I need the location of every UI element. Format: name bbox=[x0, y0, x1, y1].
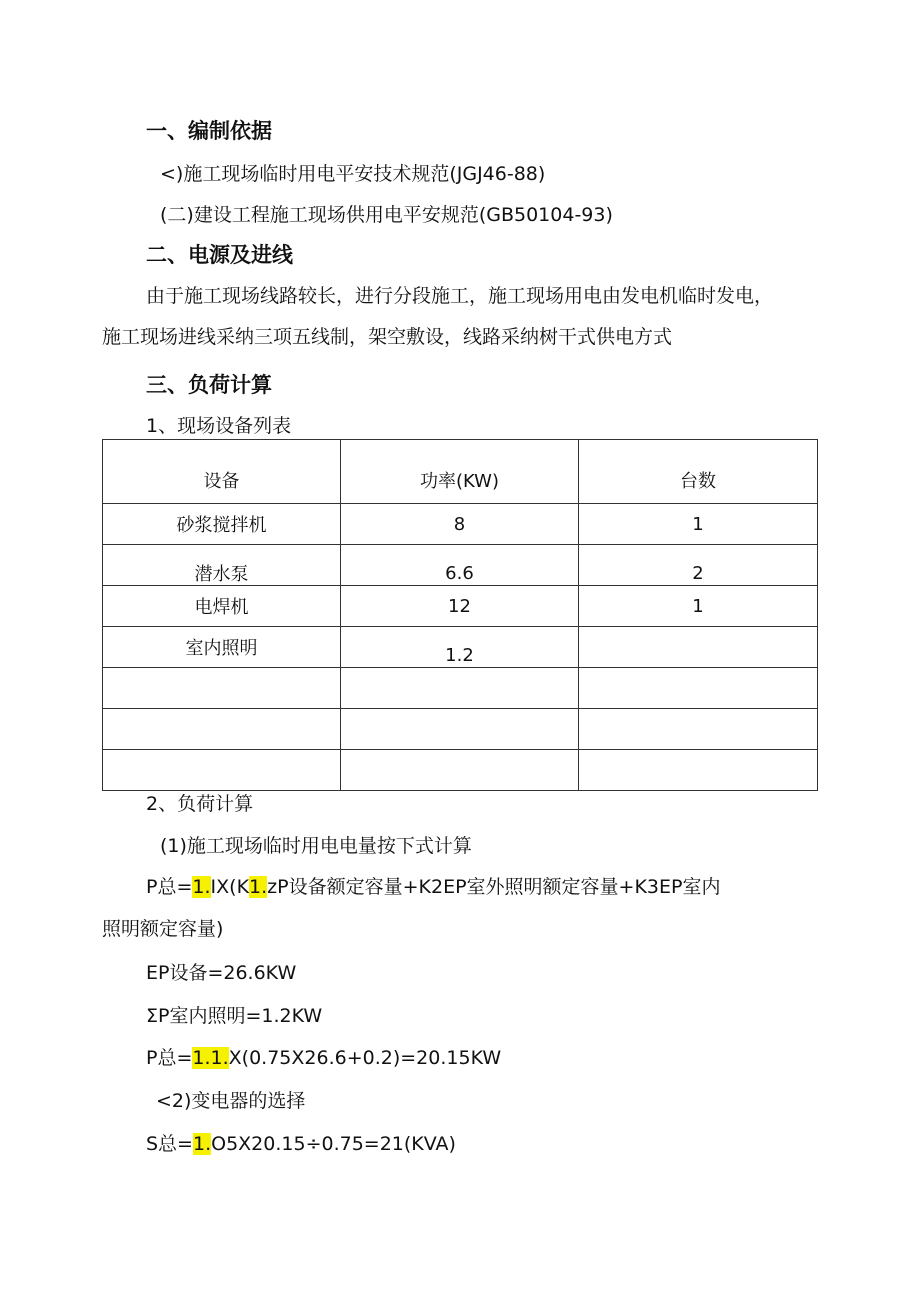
table-header-row bbox=[103, 440, 818, 504]
table-row bbox=[103, 668, 818, 709]
calc-intro: (1)施工现场临时用电电量按下式计算 bbox=[160, 835, 472, 857]
basis-item-2: (二)建设工程施工现场供用电平安规范(GB50104-93) bbox=[160, 204, 613, 226]
ep-equipment: EP设备=26.6KW bbox=[146, 962, 297, 984]
cell-equipment bbox=[103, 668, 341, 709]
p-total-prefix: P总= bbox=[146, 1047, 193, 1069]
table-row bbox=[103, 586, 818, 627]
highlighted-text: 1.1. bbox=[192, 1047, 229, 1069]
subheading-load-calc: 2、负荷计算 bbox=[146, 793, 254, 815]
cell-equipment: 室内照明 bbox=[103, 627, 341, 668]
ep-lighting: ΣP室内照明=1.2KW bbox=[146, 1005, 323, 1027]
cell-power bbox=[341, 668, 579, 709]
cell-quantity: 1 bbox=[579, 586, 818, 627]
formula-part: zP设备额定容量+K2EP室外照明额定容量+K3EP室内 bbox=[267, 876, 721, 898]
cell-power: 8 bbox=[341, 504, 579, 545]
s-total-prefix: S总= bbox=[146, 1133, 193, 1155]
cell-equipment: 电焊机 bbox=[103, 586, 341, 627]
highlighted-text: 1. bbox=[249, 876, 268, 898]
cell-power: 6.6 bbox=[341, 545, 579, 586]
header-quantity: 台数 bbox=[579, 440, 818, 504]
table-row bbox=[103, 627, 818, 668]
table-row bbox=[103, 709, 818, 750]
s-total bbox=[146, 1132, 456, 1156]
cell-power bbox=[341, 750, 579, 791]
basis-item-1: <)施工现场临时用电平安技术规范(JGJ46-88) bbox=[160, 163, 546, 185]
formula-part: P总= bbox=[146, 876, 193, 898]
cell-quantity bbox=[579, 709, 818, 750]
equipment-table bbox=[102, 439, 818, 791]
power-paragraph-line1: 由于施工现场线路较长，进行分段施工，施工现场用电由发电机临时发电， bbox=[146, 285, 774, 307]
cell-quantity: 1 bbox=[579, 504, 818, 545]
heading-basis: 一、编制依据 bbox=[146, 119, 272, 143]
cell-quantity bbox=[579, 668, 818, 709]
cell-equipment bbox=[103, 750, 341, 791]
table-row bbox=[103, 750, 818, 791]
heading-power-source: 二、电源及进线 bbox=[146, 243, 293, 267]
cell-equipment: 潜水泵 bbox=[103, 545, 341, 586]
cell-equipment: 砂浆搅拌机 bbox=[103, 504, 341, 545]
s-total-suffix: O5X20.15÷0.75=21(KVA) bbox=[211, 1133, 456, 1155]
p-total bbox=[146, 1046, 501, 1070]
cell-power bbox=[341, 709, 579, 750]
table-row bbox=[103, 504, 818, 545]
highlighted-text: 1. bbox=[192, 876, 211, 898]
formula-part: IX(K bbox=[210, 876, 250, 898]
p-total-suffix: X(0.75X26.6+0.2)=20.15KW bbox=[228, 1047, 502, 1069]
transformer-heading: <2)变电器的选择 bbox=[156, 1090, 306, 1112]
header-power: 功率(KW) bbox=[341, 440, 579, 504]
cell-power: 1.2 bbox=[341, 627, 579, 668]
power-paragraph-line2: 施工现场进线采纳三项五线制，架空敷设，线路采纳树干式供电方式 bbox=[102, 326, 673, 348]
formula-line1 bbox=[146, 875, 720, 899]
header-equipment: 设备 bbox=[103, 440, 341, 504]
cell-power: 12 bbox=[341, 586, 579, 627]
subheading-equipment-list: 1、现场设备列表 bbox=[146, 415, 292, 437]
table-row bbox=[103, 545, 818, 586]
cell-quantity: 2 bbox=[579, 545, 818, 586]
cell-quantity bbox=[579, 750, 818, 791]
heading-load-calculation: 三、负荷计算 bbox=[146, 373, 272, 397]
formula-line2: 照明额定容量) bbox=[102, 918, 224, 940]
cell-quantity bbox=[579, 627, 818, 668]
cell-equipment bbox=[103, 709, 341, 750]
highlighted-text: 1. bbox=[192, 1133, 212, 1155]
